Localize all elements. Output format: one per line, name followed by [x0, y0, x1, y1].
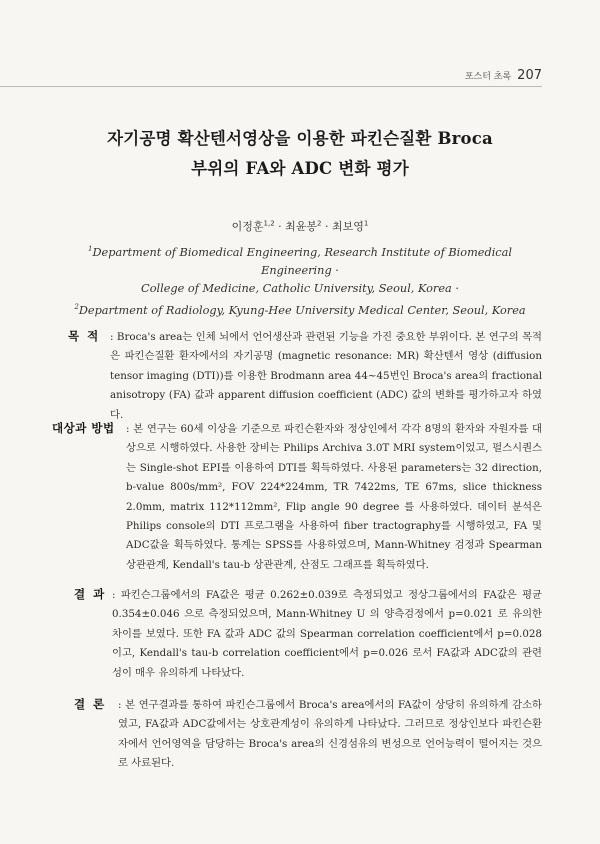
- header-section-label: 포스터 초록: [464, 72, 512, 82]
- affiliation-line-3: [60, 298, 540, 320]
- page-number: 207: [517, 68, 542, 83]
- affiliation-line-2: College of Medicine, Catholic University, Seoul, Korea ·: [141, 281, 459, 295]
- section-methods: [52, 420, 542, 575]
- title-line-1: 자기공명 확산텐서영상을 이용한 파킨슨질환 Broca: [107, 129, 493, 148]
- section-purpose-label: 목 적: [68, 329, 101, 343]
- author-2: 최윤봉: [285, 220, 318, 233]
- author-1-affil: 1,2: [263, 219, 275, 228]
- author-list: [0, 218, 600, 234]
- affiliation-1-text: Department of Biomedical Engineering, Research Institute of Biomedical Engineering ·: [92, 245, 512, 277]
- author-sep: ·: [274, 220, 286, 233]
- section-purpose: [68, 328, 542, 425]
- section-purpose-text: : Broca's area는 인체 뇌에서 언어생산과 관련된 기능을 가진 중요한 부위이다. 본 연구의 목적은 파킨슨질환 환자에서의 자기공명 (magnetic resonance: MR) 확산텐서 영상 (diffusion tensor imaging (DTI))를 이용한 Brodmann area 44~45번인 Broca's area의 fractional anisotropy (FA) 값과 apparent diffusion coefficient (ADC) 값의 변화를 평가하고자 하였다.: [110, 331, 542, 421]
- affiliation-1-mark: 1: [88, 245, 93, 253]
- author-1: 이정훈: [231, 220, 264, 233]
- section-results: [74, 586, 542, 683]
- author-2-affil: 2: [317, 219, 322, 228]
- section-conclusion-label: 결 론: [74, 697, 107, 711]
- section-results-text: : 파킨슨그룹에서의 FA값은 평균 0.262±0.039로 측정되었고 정상그룹에서의 FA값은 평균 0.354±0.046 으로 측정되었으며, Mann-Whitney U 의 양측검정에서 p=0.021 로 유의한 차이를 보였다. 또한 FA 값과 ADC 값의 Spearman correlation coefficient에서 p=0.028이고, Kendall's tau-b correlation coefficient에서 p=0.026 로서 FA값과 ADC값의 관련성이 매우 유의하게 나타났다.: [112, 589, 542, 679]
- title-line-2: 부위의 FA와 ADC 변화 평가: [191, 159, 409, 178]
- section-conclusion-text: : 본 연구결과를 통하여 파킨슨그룹에서 Broca's area에서의 FA값이 상당히 유의하게 감소하였고, FA값과 ADC값에서는 상호관계성이 유의하게 나타났다. 그러므로 정상인보다 파킨슨환자에서 언어영역을 담당하는 Broca's area의 신경섬유의 변성으로 언어능력이 떨어지는 것으로 사료된다.: [118, 699, 542, 770]
- affiliation-2-text: Department of Radiology, Kyung-Hee University Medical Center, Seoul, Korea: [78, 303, 526, 317]
- affiliation-line-1: [60, 240, 540, 280]
- affiliations: [60, 240, 540, 320]
- section-results-label: 결 과: [74, 587, 107, 601]
- author-sep: ·: [321, 220, 333, 233]
- section-methods-text: : 본 연구는 60세 이상을 기준으로 파킨슨환자와 정상인에서 각각 8명의 환자와 자원자를 대상으로 시행하였다. 사용한 장비는 Philips Archiva 3.0T MRI system이었고, 펄스시퀀스는 Single-shot EPI를 이용하여 DTI를 획득하였다. 사용된 parameters는 32 direction, b-value 800s/mm², FOV 224*224mm, TR 7422ms, TE 67ms, slice thickness 2.0mm, matrix 112*112mm², Flip angle 90 degree 를 사용하였다. 데이터 분석은 Philips console의 DTI 프로그램을 사용하여 fiber tractography를 시행하였고, FA 및 ADC값을 획득하였다. 통계는 SPSS를 사용하였으며, Mann-Whitney 검정과 Spearman 상관관계, Kendall's tau-b 상관관계, 산점도 그래프를 획득하였다.: [126, 423, 542, 571]
- section-conclusion: [74, 696, 542, 774]
- affiliation-2-mark: 2: [74, 302, 79, 311]
- paper-title: [0, 124, 600, 184]
- running-header: [465, 68, 542, 83]
- section-methods-label: 대상과 방법: [52, 421, 115, 435]
- author-3-affil: 1: [363, 219, 369, 228]
- header-rule: [0, 86, 542, 87]
- author-3: 최보영: [332, 220, 364, 233]
